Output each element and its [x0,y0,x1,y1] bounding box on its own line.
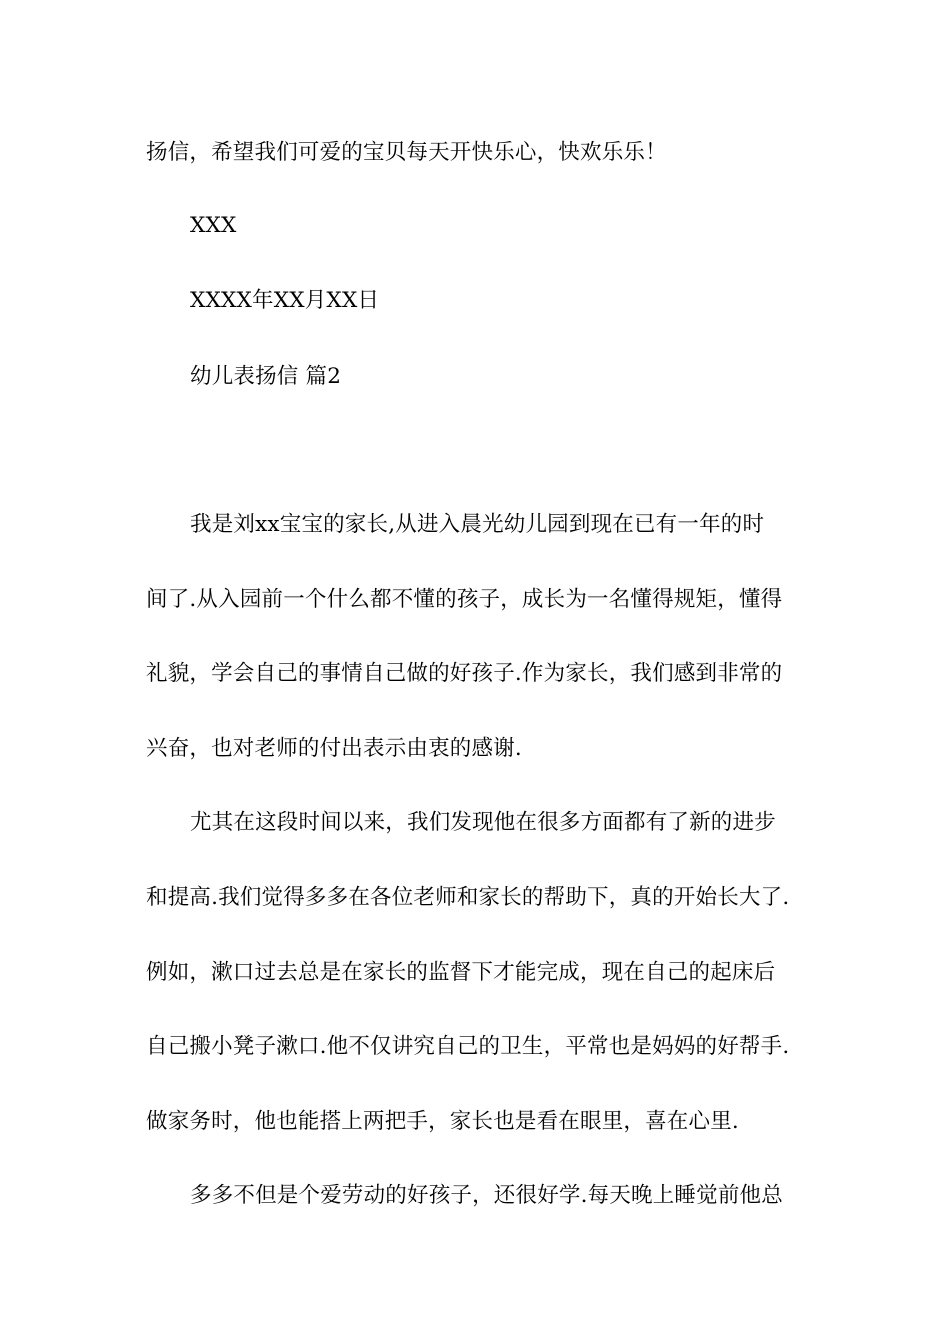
paragraph-2-line-3: 例如，漱口过去总是在家长的监督下才能完成，现在自己的起床后 [146,960,776,985]
paragraph-1-line-3: 礼貌，学会自己的事情自己做的好孩子.作为家长，我们感到非常的 [146,661,783,686]
paragraph-2-line-2: 和提高.我们觉得多多在各位老师和家长的帮助下，真的开始长大了. [146,885,790,910]
paragraph-3-line-1: 多多不但是个爱劳动的好孩子，还很好学.每天晚上睡觉前他总 [190,1183,783,1208]
paragraph-1-line-2: 间了.从入园前一个什么都不懂的孩子，成长为一名懂得规矩，懂得 [146,587,783,612]
paragraph-1-line-1: 我是刘xx宝宝的家长,从进入晨光幼儿园到现在已有一年的时 [190,512,765,537]
paragraph-2-line-1: 尤其在这段时间以来，我们发现他在很多方面都有了新的进步 [190,810,776,835]
letter-closing-line: 扬信，希望我们可爱的宝贝每天开快乐心，快欢乐乐！ [146,140,667,165]
paragraph-2-line-4: 自己搬小凳子漱口.他不仅讲究自己的卫生，平常也是妈妈的好帮手. [146,1034,790,1059]
paragraph-2-line-5: 做家务时，他也能搭上两把手，家长也是看在眼里，喜在心里. [146,1109,739,1134]
date-line: XXXX年XX月XX日 [190,288,380,313]
section-heading: 幼儿表扬信 篇2 [190,364,342,389]
signature: XXX [190,213,237,238]
paragraph-1-line-4: 兴奋，也对老师的付出表示由衷的感谢. [146,736,522,761]
